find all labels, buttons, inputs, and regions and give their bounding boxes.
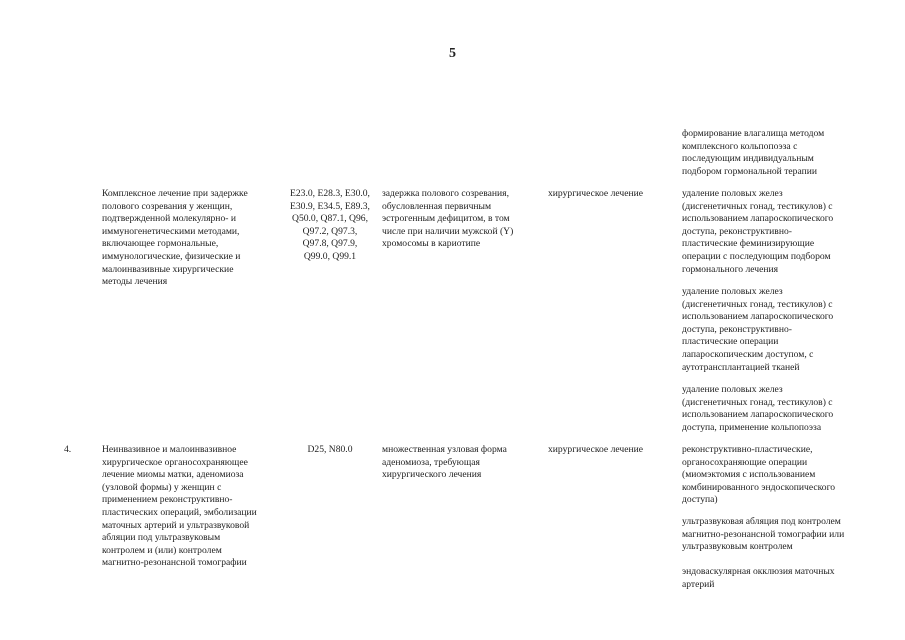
text-line: удаление половых желез bbox=[682, 384, 783, 395]
text-line: E30.9, E34.5, E89.3, bbox=[290, 200, 370, 212]
row-a-codes-cell bbox=[282, 188, 378, 264]
text-line: Комплексное лечение при задержке bbox=[102, 188, 248, 199]
cont-method-block bbox=[682, 128, 864, 178]
text-line: формирование влагалища методом bbox=[682, 128, 825, 139]
text-line: хромосомы в кариотипе bbox=[382, 238, 481, 250]
text-line: доступа) bbox=[682, 494, 718, 506]
row-a-method-1 bbox=[682, 188, 864, 276]
text-line: Q97.2, Q97.3, bbox=[302, 225, 358, 237]
row-a-model-cell bbox=[382, 188, 542, 251]
text-line: аденомиоза, требующая bbox=[382, 456, 480, 468]
text-line: хирургическое лечение bbox=[548, 444, 644, 455]
row-a-model bbox=[382, 188, 542, 251]
text-line: ультразвуковая абляция под контролем bbox=[682, 516, 841, 527]
text-line: использованием лапароскопического bbox=[682, 213, 834, 225]
text-line: задержка полового созревания, bbox=[382, 188, 509, 199]
text-line: (дисгенетичных гонад, тестикулов) с bbox=[682, 396, 833, 408]
row-b-method-1-cell bbox=[682, 444, 864, 507]
text-line: лечение миомы матки, аденомиоза bbox=[102, 469, 244, 481]
text-line: иммуногенетическими методами, bbox=[102, 225, 240, 237]
row-b-name bbox=[102, 444, 274, 570]
row-b-method-3 bbox=[682, 566, 864, 591]
text-line: обусловленная первичным bbox=[382, 200, 492, 212]
text-line: Q99.0, Q99.1 bbox=[303, 250, 357, 262]
text-line: Неинвазивное и малоинвазивное bbox=[102, 444, 237, 455]
text-line: Q50.0, Q87.1, Q96, bbox=[292, 213, 368, 225]
row-a-codes bbox=[282, 188, 378, 264]
text-line: эстрогенным дефицитом, в том bbox=[382, 213, 510, 225]
row-b-method-1 bbox=[682, 444, 864, 507]
text-line: доступа, реконструктивно- bbox=[682, 323, 792, 335]
row-a-method-2-cell bbox=[682, 286, 864, 374]
text-line: пластические феминизирующие bbox=[682, 238, 815, 250]
row-a-method-3-cell bbox=[682, 384, 864, 434]
row-b-codes bbox=[282, 444, 378, 457]
text-line: (узловой формы) у женщин с bbox=[102, 481, 222, 493]
row-b-model-cell bbox=[382, 444, 542, 482]
row-b-number: 4. bbox=[64, 444, 72, 455]
text-line: использованием лапароскопического bbox=[682, 311, 834, 323]
text-line: последующим индивидуальным bbox=[682, 153, 814, 165]
text-line: хирургическое лечение bbox=[548, 188, 644, 199]
text-line: абляции под ультразвуковым bbox=[102, 532, 221, 544]
text-line: контролем и (или) контролем bbox=[102, 544, 222, 556]
text-line: пластических операций, эмболизации bbox=[102, 506, 257, 518]
text-line: иммунологические, физические и bbox=[102, 250, 241, 262]
text-line: пластические операции bbox=[682, 336, 779, 348]
text-line: доступа, применение кольпопоэза bbox=[682, 421, 822, 433]
text-line: эндоваскулярная окклюзия маточных bbox=[682, 566, 835, 577]
text-line: хирургического лечения bbox=[382, 469, 482, 481]
row-b-name-cell bbox=[102, 444, 274, 570]
row-b-kind-cell bbox=[548, 444, 668, 457]
row-a-method-1-cell bbox=[682, 188, 864, 276]
text-line: D25, N80.0 bbox=[307, 444, 353, 455]
text-line: органосохраняющие операции bbox=[682, 456, 808, 468]
text-line: (дисгенетичных гонад, тестикулов) с bbox=[682, 200, 833, 212]
text-line: подбором гормональной терапии bbox=[682, 165, 817, 177]
text-line: комбинированного эндоскопического bbox=[682, 481, 836, 493]
text-line: магнитно-резонансной томографии или bbox=[682, 528, 845, 540]
row-a-method-3 bbox=[682, 384, 864, 434]
text-line: реконструктивно-пластические, bbox=[682, 444, 813, 455]
text-line: E23.0, E28.3, E30.0, bbox=[290, 188, 370, 199]
text-line: множественная узловая форма bbox=[382, 444, 507, 455]
text-line: удаление половых желез bbox=[682, 286, 783, 297]
text-line: хирургическое органосохраняющее bbox=[102, 456, 248, 468]
text-line: гормонального лечения bbox=[682, 263, 779, 275]
text-line: подтвержденной молекулярно- и bbox=[102, 213, 236, 225]
text-line: включающее гормональные, bbox=[102, 238, 219, 250]
text-line: аутотрансплантацией тканей bbox=[682, 361, 800, 373]
text-line: (дисгенетичных гонад, тестикулов) с bbox=[682, 298, 833, 310]
cont-method-cell bbox=[682, 128, 864, 178]
row-a-name-cell bbox=[102, 188, 274, 289]
text-line: Q97.8, Q97.9, bbox=[302, 238, 358, 250]
text-line: использованием лапароскопического bbox=[682, 409, 834, 421]
row-b-method-2 bbox=[682, 516, 864, 554]
row-b-codes-cell bbox=[282, 444, 378, 457]
text-line: лапароскопическим доступом, с bbox=[682, 348, 814, 360]
row-a-method-2 bbox=[682, 286, 864, 374]
row-b-model bbox=[382, 444, 542, 482]
text-line: артерий bbox=[682, 578, 715, 590]
text-line: магнитно-резонансной томографии bbox=[102, 557, 247, 569]
text-line: доступа, реконструктивно- bbox=[682, 225, 792, 237]
text-line: (миомэктомия с использованием bbox=[682, 469, 816, 481]
row-b-method-3-cell bbox=[682, 566, 864, 591]
row-a-kind-cell bbox=[548, 188, 668, 201]
text-line: комплексного кольпопоэза с bbox=[682, 140, 798, 152]
text-line: числе при наличии мужской (Y) bbox=[382, 225, 514, 237]
text-line: применением реконструктивно- bbox=[102, 494, 233, 506]
text-line: маточных артерий и ультразвуковой bbox=[102, 519, 250, 531]
text-line: методы лечения bbox=[102, 276, 168, 288]
text-line: операции с последующим подбором bbox=[682, 250, 831, 262]
row-a-name bbox=[102, 188, 274, 289]
row-a-kind bbox=[548, 188, 668, 201]
text-line: малоинвазивные хирургические bbox=[102, 263, 234, 275]
text-line: удаление половых желез bbox=[682, 188, 783, 199]
text-line: полового созревания у женщин, bbox=[102, 200, 233, 212]
row-b-kind bbox=[548, 444, 668, 457]
text-line: ультразвуковым контролем bbox=[682, 541, 793, 553]
row-b-method-2-cell bbox=[682, 516, 864, 554]
page-number: 5 bbox=[449, 46, 456, 61]
